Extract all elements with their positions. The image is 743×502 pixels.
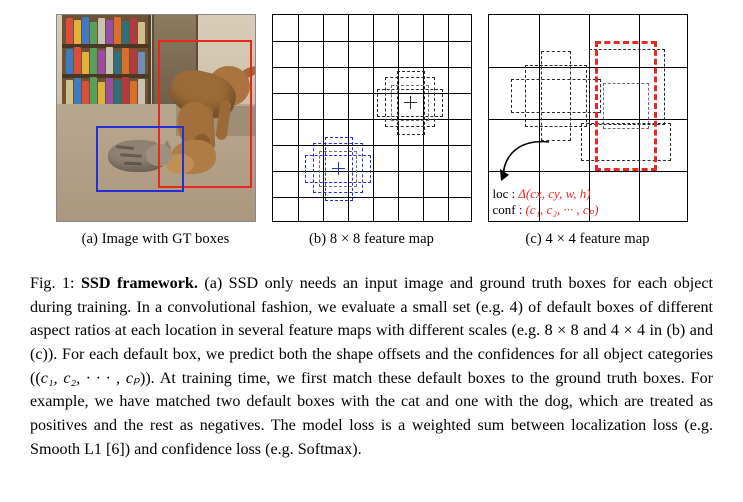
conf-row [493, 202, 599, 219]
figure-panel-a [56, 14, 256, 248]
figure-caption-title: SSD framework. [80, 275, 198, 292]
grid-lines-8x8 [273, 15, 471, 221]
figure-panel-b [272, 14, 472, 248]
panel-c-caption: (c) 4 × 4 feature map [525, 231, 650, 247]
default-box-black-tall-c [541, 51, 571, 141]
panel-a-caption: (a) Image with GT boxes [81, 231, 230, 247]
default-box-center-marker [404, 96, 417, 109]
gt-box-cat [96, 126, 184, 192]
panel-b-artwork [272, 14, 472, 222]
input-image [56, 14, 256, 222]
figure-row [26, 14, 717, 248]
matched-box-center-marker [332, 162, 345, 175]
prediction-callout [493, 186, 599, 219]
figure-caption [26, 272, 717, 461]
loc-value: Δ(cx, cy, w, h) [518, 185, 591, 201]
panel-a-artwork [56, 14, 256, 222]
loc-row [493, 186, 599, 203]
feature-map-8x8 [272, 14, 472, 222]
matched-default-box-dog [595, 41, 657, 171]
bookshelf [62, 14, 151, 110]
panel-b-caption: (b) 8 × 8 feature map [308, 231, 435, 247]
callout-arrow-icon [497, 133, 575, 181]
figure-caption-text-1: (a) SSD only needs an input image and ground truth boxes for each object during training. In a convolutional fashion, we evaluate a small set (e.g. 4) of default boxes of different aspect ratios at each location in several feature maps with different scales (e.g. 8 × 8 and 4 × 4 in (b) and (c)). For each default box, we predict both the shape offsets and the confidences for all object categories (( [30, 275, 714, 387]
figure-panel-c [488, 14, 688, 248]
panel-c-artwork [488, 14, 688, 222]
figure-caption-conf-math: c₁, c₂, · · · , cₚ [40, 369, 140, 387]
conf-value: (c₁, c₂, ··· , cₚ) [525, 202, 599, 218]
figure-caption-text-2: )). At training time, we first match these default boxes to the ground truth boxes. For example, we have matched two default boxes with the cat and one with the dog, which are treated as positives and the rest as negatives. The model loss is a weighted sum between localization loss (e.g. Smooth L1 [6]) and confidence loss (e.g. Softmax). [30, 369, 713, 458]
loc-label: loc : [492, 185, 516, 201]
figure-number: Fig. 1: [30, 275, 75, 292]
conf-label: conf : [492, 202, 523, 218]
feature-map-4x4 [488, 14, 688, 222]
